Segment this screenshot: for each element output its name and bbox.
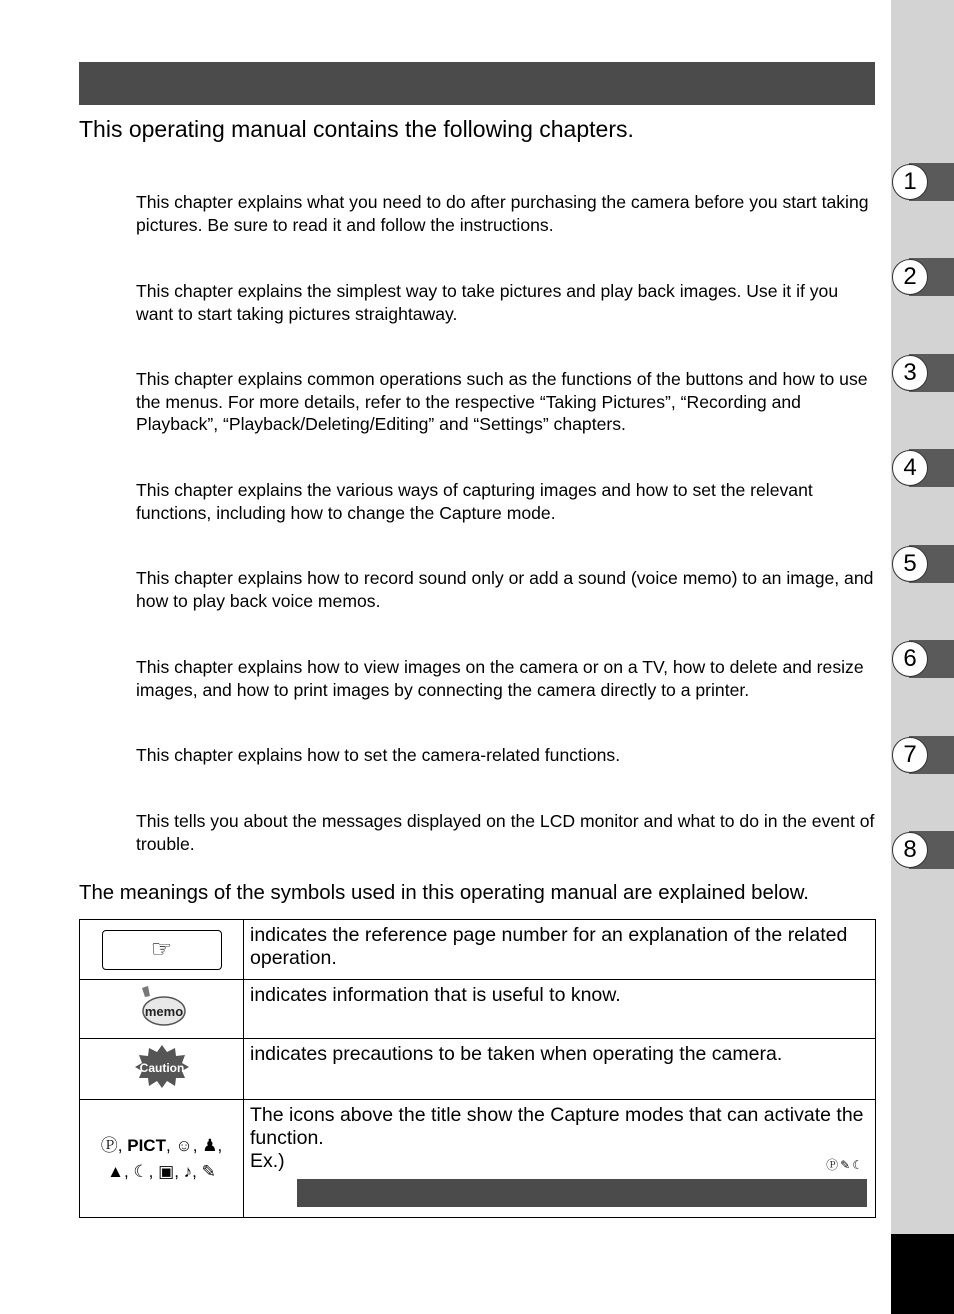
memo-icon — [136, 984, 188, 1028]
pict-mode-icon: PICT — [127, 1135, 166, 1155]
pencil-icon: ✎ — [201, 1161, 216, 1181]
chapter-tab-number: 5 — [892, 546, 928, 582]
section-title-bar — [79, 62, 875, 105]
chapter-tab-2[interactable] — [891, 258, 954, 296]
caution-icon — [133, 1043, 191, 1089]
symbol-description: indicates precautions to be taken when operating the camera. — [244, 1039, 876, 1100]
chapter-tab-number: 7 — [892, 737, 928, 773]
chapter-tab-number: 4 — [892, 450, 928, 486]
table-row — [80, 920, 876, 980]
chapter-5-description: This chapter explains how to record sound only or add a sound (voice memo) to an image, and how to play back voice memos. — [136, 568, 874, 611]
chapter-6-description: This chapter explains how to view images on the camera or on a TV, how to delete and resize images, and how to print images by connecting the camera directly to a printer. — [136, 657, 864, 700]
microphone-icon: ♪ — [183, 1161, 193, 1181]
symbols-intro: The meanings of the symbols used in this operating manual are explained below. — [79, 882, 809, 904]
chapter-tab-number: 8 — [892, 832, 928, 868]
chapter-tab-number: 3 — [892, 355, 928, 391]
chapter-tab-1[interactable] — [891, 163, 954, 201]
caution-label: Caution — [139, 1061, 184, 1075]
table-row — [80, 1039, 876, 1100]
landscape-icon: ▲ — [107, 1161, 124, 1181]
chapter-7-description: This chapter explains how to set the camera-related functions. — [136, 745, 621, 765]
chapter-4-description: This chapter explains the various ways of capturing images and how to set the relevant functions, including how to change the Capture mode. — [136, 480, 813, 523]
pointing-hand-icon: ☞ — [102, 930, 222, 970]
chapter-tab-number: 2 — [892, 259, 928, 295]
example-title-bar — [297, 1179, 867, 1207]
chapter-tab-8[interactable] — [891, 831, 954, 869]
chapter-1-description: This chapter explains what you need to do after purchasing the camera before you start taking pictures. Be sure to read it and follow the instructions. — [136, 192, 869, 235]
chapter-tab-number: 1 — [892, 164, 928, 200]
intro-text: This operating manual contains the following chapters. — [79, 116, 634, 142]
chapter-tab-7[interactable] — [891, 736, 954, 774]
symbols-table — [79, 919, 876, 1218]
table-row — [80, 1100, 876, 1218]
chapter-3-description: This chapter explains common operations such as the functions of the buttons and how to use the menus. For more details, refer to the respective “Taking Pictures”, “Recording and Playback”, “Playback/Deleting/Editing” and “Settings” chapters. — [136, 369, 868, 434]
capture-mode-icons: Ⓟ, PICT, ☺, ♟, ▲, ☾, ▣, ♪, ✎ — [100, 1135, 223, 1181]
movie-icon: ▣ — [158, 1161, 175, 1181]
chapter-tab-6[interactable] — [891, 640, 954, 678]
chapter-tab-4[interactable] — [891, 449, 954, 487]
portrait-icon: ♟ — [202, 1135, 218, 1155]
chapter-8-description: This tells you about the messages displayed on the LCD monitor and what to do in the event of trouble. — [136, 811, 875, 854]
chapter-tab-number: 6 — [892, 641, 928, 677]
page-corner-block — [891, 1234, 954, 1314]
example-label: Ex.) — [250, 1150, 285, 1172]
symbol-description: indicates the reference page number for an explanation of the related operation. — [244, 920, 876, 980]
night-scene-icon: ☾ — [133, 1161, 149, 1181]
chapter-tab-5[interactable] — [891, 545, 954, 583]
program-mode-icon: Ⓟ — [100, 1135, 118, 1155]
memo-label: memo — [144, 1004, 183, 1019]
chapter-2-description: This chapter explains the simplest way to take pictures and play back images. Use it if you want to start taking pictures straightaway. — [136, 281, 839, 324]
symbol-description: indicates information that is useful to know. — [244, 980, 876, 1039]
symbol-description: The icons above the title show the Capture modes that can activate the function. — [250, 1104, 864, 1149]
example-mode-icons: Ⓟ✎☾ — [826, 1158, 865, 1172]
chapter-tab-3[interactable] — [891, 354, 954, 392]
smile-icon: ☺ — [175, 1135, 193, 1155]
table-row — [80, 980, 876, 1039]
